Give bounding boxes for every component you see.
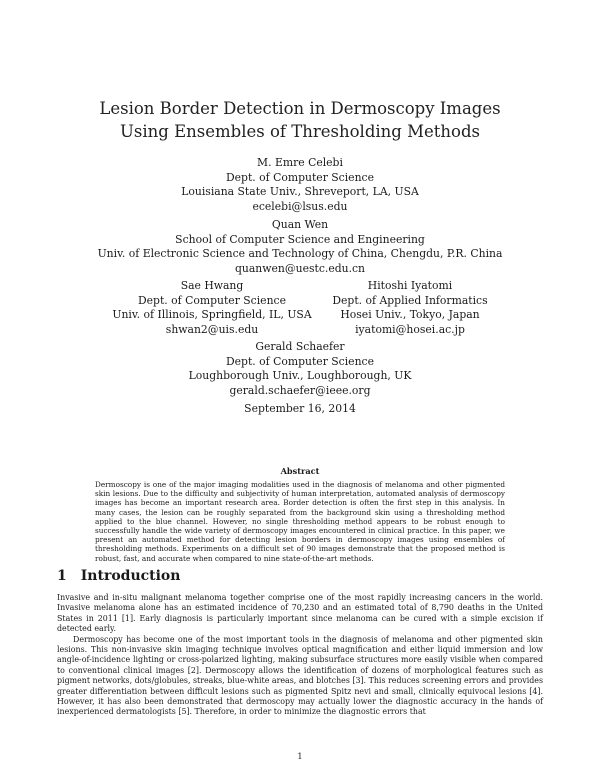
author-dept: Dept. of Applied Informatics <box>332 293 488 307</box>
author-block-4 <box>280 279 540 337</box>
author-affiliation: Univ. of Electronic Science and Technology of China, Chengdu, P.R. China <box>97 247 503 260</box>
author-email: quanwen@uestc.edu.cn <box>234 261 366 275</box>
author-affiliation: Hosei Univ., Tokyo, Japan <box>340 308 480 321</box>
author-block-5 <box>0 340 600 398</box>
abstract-heading: Abstract <box>280 466 320 476</box>
paper-date: September 16, 2014 <box>244 402 356 415</box>
section-heading <box>57 568 180 584</box>
title-line-1: Lesion Border Detection in Dermoscopy Images <box>99 99 501 118</box>
author-name: Sae Hwang <box>180 279 244 292</box>
author-affiliation: Univ. of Illinois, Springfield, IL, USA <box>112 308 312 321</box>
abstract-text: Dermoscopy is one of the major imaging modalities used in the diagnosis of melanoma and other pigmented skin lesions. Due to the difficulty and subjectivity of human interpretation, automated analysis of dermoscopy images has become an important research area. Border detection is often the first step in this analysis. In many cases, the lesion can be roughly separated from the background skin using a thresholding method applied to the blue channel. However, no single thresholding method appears to be robust enough to successfully handle the wide variety of dermoscopy images encountered in clinical practice. In this paper, we present an automated method for detecting lesion borders in dermoscopy images using ensembles of thresholding methods. Experiments on a difficult set of 90 images demonstrate that the proposed method is robust, fast, and accurate when compared to nine state-of-the-art methods. <box>95 480 505 563</box>
author-name: Hitoshi Iyatomi <box>367 279 453 292</box>
paragraph: Invasive and in-situ malignant melanoma together comprise one of the most rapidly increasing cancers in the world. Invasive melanoma alone has an estimated incidence of 70,230 and an estimated total of 8,790 deaths in the United States in 2011 [1]. Early diagnosis is particularly important since melanoma can be cured with a simple excision if detected early. <box>57 593 543 634</box>
author-dept: Dept. of Computer Science <box>226 170 374 184</box>
author-dept: School of Computer Science and Engineering <box>175 232 425 246</box>
section-number: 1 <box>57 568 67 584</box>
title-line-2: Using Ensembles of Thresholding Methods <box>120 122 480 141</box>
author-dept: Dept. of Computer Science <box>226 354 374 368</box>
section-body <box>57 593 543 718</box>
author-email: ecelebi@lsus.edu <box>252 199 348 213</box>
paper-title <box>0 97 600 143</box>
author-email: iyatomi@hosei.ac.jp <box>355 322 465 336</box>
author-dept: Dept. of Computer Science <box>138 293 286 307</box>
author-name: Quan Wen <box>271 218 329 231</box>
paragraph: Dermoscopy has become one of the most important tools in the diagnosis of melanoma and other pigmented skin lesions. This non-invasive skin imaging technique involves optical magnification and either liquid immersion and low angle-of-incidence lighting or cross-polarized lighting, making subsurface structures more easily visible when compared to conventional clinical images [2]. Dermoscopy allows the identification of dozens of morphological features such as pigment networks, dots/globules, streaks, blue-white areas, and blotches [3]. This reduces screening errors and provides greater differentiation between difficult lesions such as pigmented Spitz nevi and small, clinically equivocal lesions [4]. However, it has also been demonstrated that dermoscopy may actually lower the diagnostic accuracy in the hands of inexperienced dermatologists [5]. Therefore, in order to minimize the diagnostic errors that <box>57 634 544 717</box>
author-block-1 <box>0 156 600 214</box>
author-name: Gerald Schaefer <box>255 340 345 353</box>
author-email: gerald.schaefer@ieee.org <box>229 383 371 397</box>
page-number: 1 <box>297 752 303 762</box>
author-affiliation: Louisiana State Univ., Shreveport, LA, USA <box>181 185 419 198</box>
author-block-2 <box>0 218 600 276</box>
author-email: shwan2@uis.edu <box>165 322 259 336</box>
section-title: Introduction <box>80 568 181 584</box>
author-name: M. Emre Celebi <box>257 156 343 169</box>
author-affiliation: Loughborough Univ., Loughborough, UK <box>188 369 412 382</box>
